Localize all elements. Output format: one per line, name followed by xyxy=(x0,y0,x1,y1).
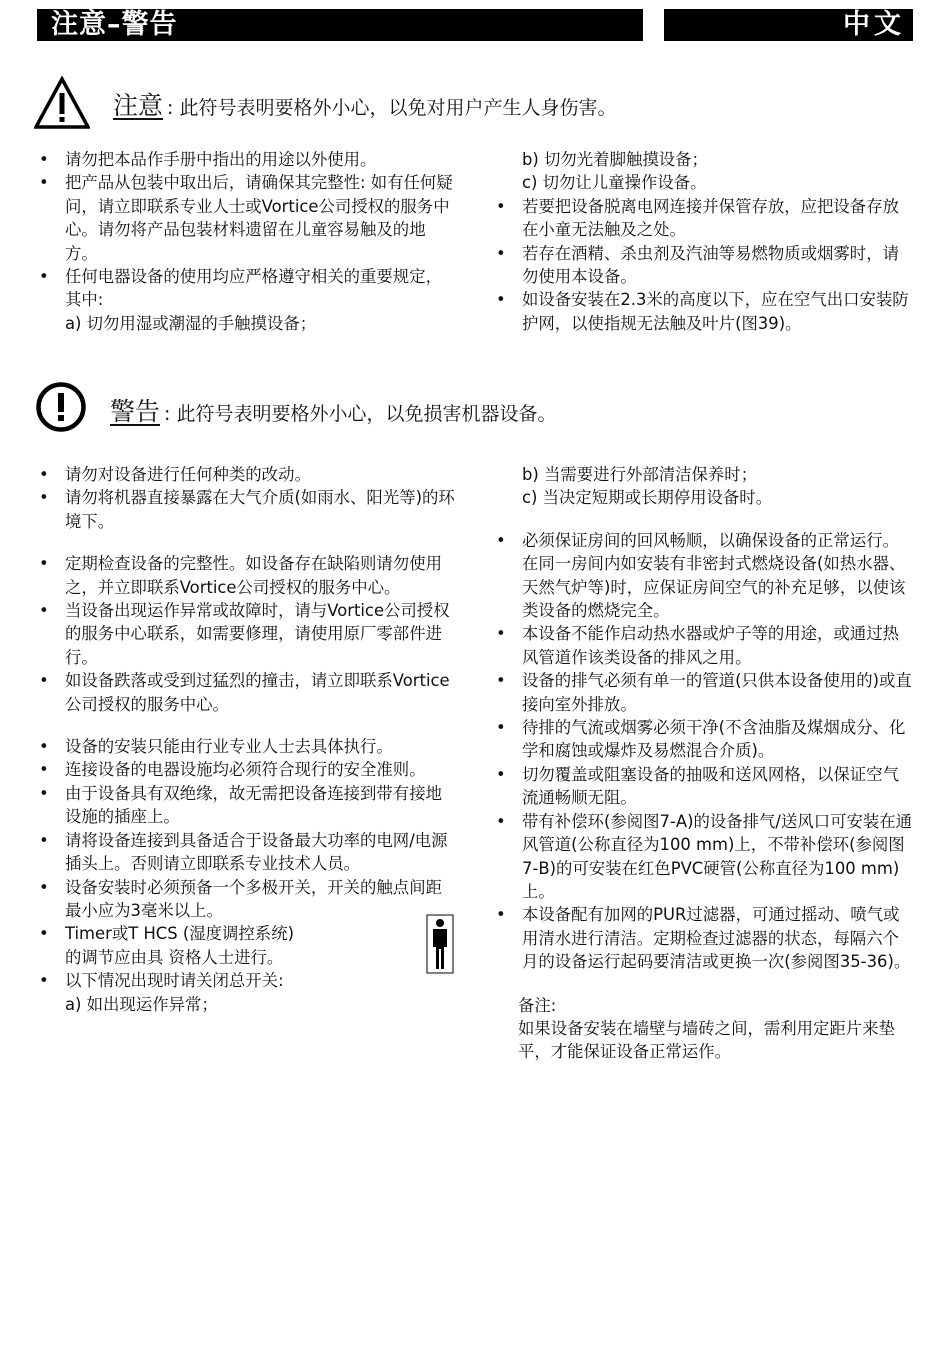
caution-column-right xyxy=(494,148,914,335)
list-item: • 若要把设备脱离电网连接并保管存放，应把设备存放在小童无法触及之处。 xyxy=(494,195,914,242)
list-item: • 设备的排气必须有单一的管道(只供本设备使用的)或直接向室外排放。 xyxy=(494,669,914,716)
sub-item: b) 当需要进行外部清洁保养时； xyxy=(522,465,758,484)
warning-text: : 此符号表明要格外小心，以免损害机器设备。 xyxy=(164,403,557,425)
sub-item: b) 切勿光着脚触摸设备； xyxy=(522,150,708,169)
list-item: • 必须保证房间的回风畅顺，以确保设备的正常运行。在同一房间内如安装有非密封式燃烧设备(如热水器、天然气炉等)时，应保证房间空气的补充足够，以使该类设备的燃烧完全。 xyxy=(494,529,914,623)
section-title-bar xyxy=(37,9,643,41)
list-item: • 如设备跌落或受到过猛烈的撞击，请立即联系Vortice公司授权的服务中心。 xyxy=(37,669,457,716)
list-item: • 请勿将机器直接暴露在大气介质(如雨水、阳光等)的环境下。 xyxy=(37,486,457,533)
warning-column-left xyxy=(37,463,457,1016)
sub-item: c) 当决定短期或长期停用设备时。 xyxy=(522,488,773,508)
list-item: • 本设备不能作启动热水器或炉子等的用途，或通过热风管道作该类设备的排风之用。 xyxy=(494,622,914,669)
list-item: • 切勿覆盖或阻塞设备的抽吸和送风网格，以保证空气流通畅顺无阻。 xyxy=(494,763,914,810)
list-item: • 把产品从包装中取出后，请确保其完整性: 如有任何疑问，请立即联系专业人士或Vortice公司授权的服务中心。请勿将产品包装材料遗留在儿童容易触及的地方。 xyxy=(37,171,457,265)
caution-column-left xyxy=(37,148,457,335)
list-item: • 当设备出现运作异常或故障时，请与Vortice公司授权的服务中心联系，如需要修理，请使用原厂零部件进行。 xyxy=(37,599,457,669)
list-item: • 定期检查设备的完整性。如设备存在缺陷则请勿使用之，并立即联系Vortice公司授权的服务中心。 xyxy=(37,552,457,599)
list-item: • 若存在酒精、杀虫剂及汽油等易燃物质或烟雾时，请勿使用本设备。 xyxy=(494,242,914,289)
list-item: • 任何电器设备的使用均应严格遵守相关的重要规定，其中: xyxy=(37,265,457,312)
timer-line-1: Timer或T HCS (湿度调控系统) xyxy=(65,924,294,944)
language-label-bar xyxy=(664,9,913,41)
list-item: • 以下情况出现时请关闭总开关: xyxy=(37,969,457,992)
language-label: 中文 xyxy=(843,9,905,40)
note-text: 如果设备安装在墙壁与墙砖之间，需利用定距片来垫平，才能保证设备正常运作。 xyxy=(518,1018,895,1062)
section-title: 注意–警告 xyxy=(51,9,178,40)
warning-keyword: 警告 xyxy=(110,397,161,426)
list-item: • 设备安装时必须预备一个多极开关，开关的触点间距最小应为3毫米以上。 xyxy=(37,876,457,923)
list-item: • 待排的气流或烟雾必须干净(不含油脂及煤烟成分、化学和腐蚀或爆炸及易燃混合介质)。 xyxy=(494,716,914,763)
exclamation-circle-icon xyxy=(35,381,87,433)
list-item: • 设备的安装只能由行业专业人士去具体执行。 xyxy=(37,735,457,758)
list-item: • 本设备配有加网的PUR过滤器，可通过摇动、喷气或用清水进行清洁。定期检查过滤器的状态，每隔六个月的设备运行起码要清洁或更换一次(参阅图35-36)。 xyxy=(494,903,914,973)
warning-triangle-icon xyxy=(34,76,90,130)
list-item: • 带有补偿环(参阅图7-A)的设备排气/送风口可安装在通风管道(公称直径为100 mm)上，不带补偿环(参阅图7-B)的可安装在红色PVC硬管(公称直径为100 mm)上。 xyxy=(494,810,914,904)
sub-item: a) 如出现运作异常； xyxy=(65,994,218,1014)
caution-keyword: 注意 xyxy=(113,91,164,120)
list-item: • 请勿把本品作手册中指出的用途以外使用。 xyxy=(37,148,457,171)
timer-line-2: 的调节应由具 资格人士进行。 xyxy=(65,947,284,967)
caution-heading xyxy=(113,86,616,122)
list-item xyxy=(37,922,457,969)
list-item: • 请将设备连接到具备适合于设备最大功率的电网/电源插头上。否则请立即联系专业技术人员。 xyxy=(37,829,457,876)
qualified-person-icon xyxy=(426,914,454,974)
sub-item: c) 切勿让儿童操作设备。 xyxy=(522,173,707,193)
warning-column-right xyxy=(494,463,914,1064)
caution-text: : 此符号表明要格外小心，以免对用户产生人身伤害。 xyxy=(167,97,617,119)
list-item: • 由于设备具有双绝缘，故无需把设备连接到带有接地设施的插座上。 xyxy=(37,782,457,829)
warning-heading xyxy=(110,392,556,428)
list-item: • 请勿对设备进行任何种类的改动。 xyxy=(37,463,457,486)
note-label: 备注: xyxy=(518,995,557,1015)
list-item: • 如设备安装在2.3米的高度以下，应在空气出口安装防护网，以使指规无法触及叶片(图39)。 xyxy=(494,288,914,335)
sub-item: a) 切勿用湿或潮湿的手触摸设备； xyxy=(65,313,317,333)
list-item: • 连接设备的电器设施均必须符合现行的安全准则。 xyxy=(37,758,457,781)
